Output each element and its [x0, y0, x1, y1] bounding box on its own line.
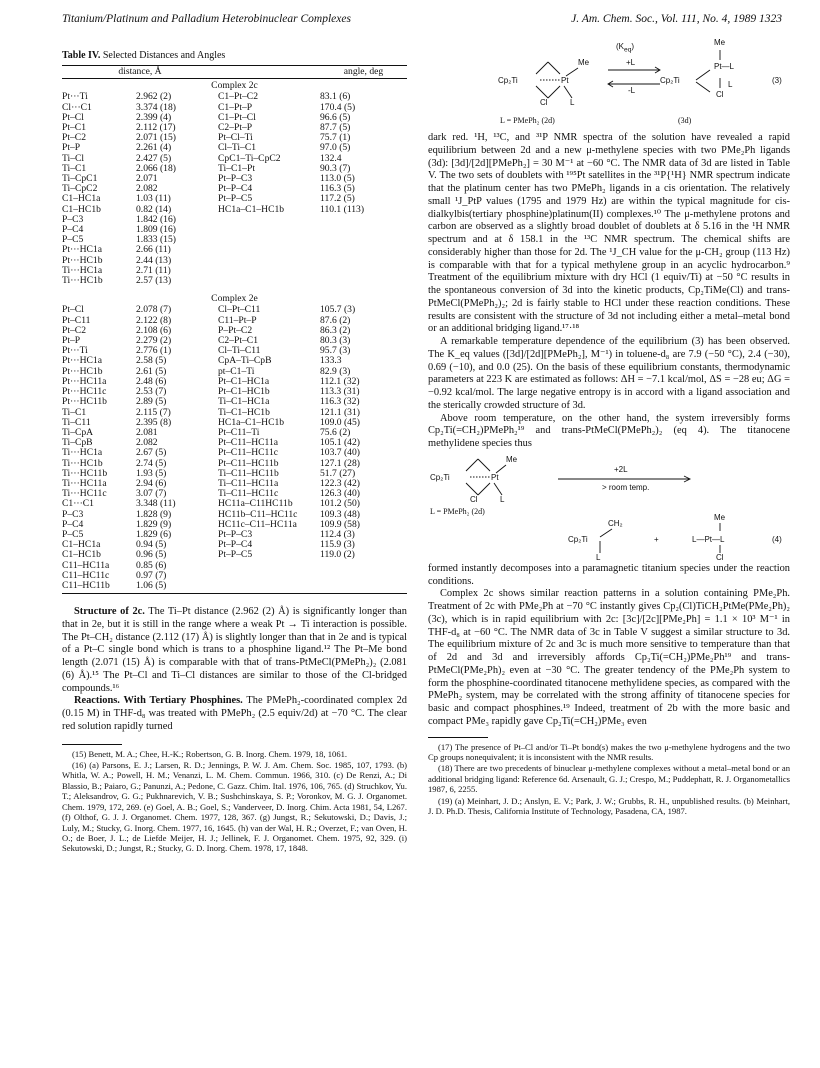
distance-value: 1.809 (16) — [136, 224, 176, 236]
distance-value: 2.078 (7) — [136, 304, 172, 316]
bond-label: Pt–C2 — [62, 132, 86, 144]
product-cp2ti-label: Cp₂Ti — [660, 76, 680, 85]
angle-label: Cl–Pt–C11 — [218, 304, 261, 316]
angle-label: Pt–P–C3 — [218, 173, 253, 185]
distance-value: 2.261 (4) — [136, 142, 172, 154]
bond-label: Ti–C1 — [62, 162, 87, 174]
angle-value — [320, 225, 407, 235]
bond-label: Ti–C1 — [62, 406, 87, 418]
angle-value: 116.3 (5) — [320, 183, 355, 195]
table-caption — [62, 50, 407, 61]
angle-label — [218, 581, 320, 591]
angle-value: 90.3 (7) — [320, 162, 351, 174]
angle-label: C1–Pt–Cl — [218, 111, 256, 123]
angle-label — [218, 561, 320, 571]
bond-label: P–C4 — [62, 518, 84, 530]
table-row — [62, 550, 407, 560]
distance-value: 2.081 — [136, 426, 158, 438]
left-column — [62, 36, 407, 855]
angle-value: 119.0 (2) — [320, 549, 355, 561]
distance-value: 2.962 (2) — [136, 91, 172, 103]
paragraph-room-temperature: Above room temperature, on the other hand, the system irreversibly forms Cp₂Ti(=CH₂)PMePh₂¹⁹ and trans-PtMeCl(PMePh₂)₂ (eq 4). The titanocene methylidene species thus — [428, 412, 790, 449]
paragraph-decomposes: formed instantly decomposes into a paramagnetic titanium species under the reaction conditions. — [428, 562, 790, 587]
table-caption-text: Selected Distances and Angles — [102, 50, 226, 61]
angle-value: 87.6 (2) — [320, 314, 351, 326]
table-row — [62, 561, 407, 571]
angle-label — [218, 256, 320, 266]
angle-label: C1–Pt–C2 — [218, 91, 258, 103]
angle-label: Pt–C11–Ti — [218, 426, 260, 438]
angle-label: Pt–C11–HC11b — [218, 457, 279, 469]
bond-label: C11–HC11c — [62, 569, 110, 581]
running-head-journal: J. Am. Chem. Soc., Vol. 111, No. 4, 1989 1323 — [571, 13, 782, 25]
angle-value — [320, 245, 407, 255]
distance-value: 2.61 (5) — [136, 365, 167, 377]
table-row — [62, 397, 407, 407]
table-row — [62, 245, 407, 255]
bond-label: P–C4 — [62, 224, 84, 236]
bond-label: Pt–Cl — [62, 304, 84, 316]
distance-value: 2.44 (13) — [136, 254, 172, 266]
table-row — [62, 266, 407, 276]
header-angle: angle, deg — [320, 66, 407, 79]
distance-value: 2.122 (8) — [136, 314, 172, 326]
footnote-15: (15) Benett, M. A.; Chee, H.-K.; Robertson, G. B. Inorg. Chem. 1979, 18, 1061. — [72, 748, 348, 759]
compound-3d-label: (3d) — [678, 116, 692, 125]
runin-structure-2c: Structure of 2c. — [74, 606, 145, 618]
angle-label: Pt–C11–HC11a — [218, 437, 279, 449]
table-section-header — [62, 79, 407, 93]
equation-3-scheme — [428, 36, 790, 132]
angle-label: Pt–P–C3 — [218, 528, 253, 540]
distance-value: 2.74 (5) — [136, 457, 167, 469]
right-body-text — [428, 132, 790, 451]
bond-label: Pt···HC11a — [62, 375, 107, 387]
angle-label: Pt–Cl–Ti — [218, 132, 253, 144]
angle-value — [320, 235, 407, 245]
bond-label: Pt–P — [62, 142, 81, 154]
bond-label: C1–HC1b — [62, 549, 101, 561]
angle-value — [320, 256, 407, 266]
methylidene-ch2-label: CH₂ — [608, 518, 623, 528]
distance-value: 2.399 (4) — [136, 111, 172, 123]
paragraph-temperature-dependence: A remarkable temperature dependence of the equilibrium (3) has been observed. The K_eq values ([3d]/[2d][PMePh₂], M⁻¹) in toluene-d₈ are 7.9 (−50 °C), 2.4 (−30), 0.69 (−10), and 0.0 (25). On the basis of these equilibrium constants, thermodynamic parameters at 223 K are estimated as follows: ΔH = −7.1 kcal/mol, ΔS = −28 eu; ΔG = −0.92 kcal/mol. The large negative entropy is in accord with a ligand association and the sterically crowded structure of 3d. — [428, 336, 790, 411]
product-cp2ti-eq4: Cp₂Ti — [568, 534, 588, 544]
minus-l-label: -L — [628, 86, 636, 95]
bond-label: Pt···Ti — [62, 91, 88, 103]
distance-value: 1.829 (9) — [136, 518, 172, 530]
distance-value: 0.82 (14) — [136, 203, 172, 215]
bond-label: Ti–CpB — [62, 437, 93, 449]
table-row — [62, 499, 407, 509]
angle-label: Pt–C1–HC1b — [218, 386, 270, 398]
table-row — [62, 225, 407, 235]
angle-value: 87.7 (5) — [320, 122, 351, 134]
distance-value: 2.94 (6) — [136, 477, 167, 489]
angle-value: 127.1 (28) — [320, 457, 360, 469]
distance-value: 1.842 (16) — [136, 213, 176, 225]
right-column — [428, 36, 790, 817]
angle-label: C1–Pt–P — [218, 101, 253, 113]
angle-label: HC1a–C1–HC1b — [218, 416, 285, 428]
cp2ti-label: Cp₂Ti — [498, 76, 518, 85]
reactant-cp2ti-label: Cp₂Ti — [430, 472, 450, 482]
bond-label: Ti–C11 — [62, 416, 91, 428]
angle-label: Pt–P–C4 — [218, 183, 253, 195]
angle-label: Ti–C11–HC11c — [218, 488, 279, 500]
bond-label: Ti···HC11c — [62, 488, 107, 500]
distance-value: 2.082 — [136, 437, 158, 449]
bond-label: C1–HC1b — [62, 203, 101, 215]
distance-value: 2.112 (17) — [136, 122, 176, 134]
angle-value: 105.7 (3) — [320, 304, 356, 316]
angle-label: C11–Pt–P — [218, 314, 257, 326]
footnote-17: (17) The presence of Pt–Cl and/or Ti–Pt bond(s) makes the two μ-methylene hydrogens and the two Cp groups nonequivalent; it is inconsistent with the NMR results. — [428, 741, 790, 762]
product-cl-label: Cl — [716, 90, 724, 99]
angle-value: 110.1 (113) — [320, 203, 365, 215]
distance-value: 2.279 (2) — [136, 335, 172, 347]
angle-label — [218, 276, 320, 286]
bond-label: Pt···HC1a — [62, 355, 102, 367]
angle-label: CpA–Ti–CpB — [218, 355, 272, 367]
angle-value: 132.4 — [320, 152, 342, 164]
angle-value — [320, 581, 407, 591]
angle-value: 96.6 (5) — [320, 111, 351, 123]
paragraph-structure-2c: The Ti–Pt distance (2.962 (2) Å) is significantly longer than that in 2e, but it is still in the range where a weak Pt → Ti interaction is possible. The Pt–CH₂ distance (2.112 (17) Å) is slightly longer than that in 2e and is typical of a Pt–C single bond which is trans to a phosphine ligand.¹² The Pt–Me bond length (2.071 (15) Å) is comparable with that of trans-PtMeCl(PMePh₂)₂ (2.081 (6) Å).¹⁵ The Pt–Cl and Ti–Cl distances are similar to those of the Cl-bridged compounds.¹⁶ — [62, 606, 407, 694]
reactant-methyl-label: Me — [506, 454, 518, 464]
distance-value: 3.348 (11) — [136, 498, 176, 510]
angle-value — [320, 266, 407, 276]
table-row — [62, 215, 407, 225]
table-row — [62, 448, 407, 458]
angle-value — [320, 571, 407, 581]
distance-value: 2.427 (5) — [136, 152, 172, 164]
room-temp-label: > room temp. — [602, 482, 650, 492]
angle-value: 75.7 (1) — [320, 132, 351, 144]
angle-label: Ti–C1–HC1b — [218, 406, 270, 418]
methyl-label: Me — [578, 58, 590, 67]
l-label: L — [570, 98, 575, 107]
angle-value: 112.1 (32) — [320, 375, 360, 387]
distance-value: 2.48 (6) — [136, 375, 167, 387]
angle-value: 115.9 (3) — [320, 539, 355, 551]
left-footnotes — [62, 744, 407, 854]
angle-label: HC11b–C11–HC11c — [218, 508, 298, 520]
plus-2l-label: +2L — [614, 464, 628, 474]
bond-label: P–C3 — [62, 508, 84, 520]
distance-value: 2.57 (13) — [136, 275, 172, 287]
bond-label: Cl···C1 — [62, 101, 92, 113]
right-footnotes — [428, 737, 790, 817]
bond-label: Pt–P — [62, 335, 81, 347]
angle-value: 126.3 (40) — [320, 488, 360, 500]
distance-value: 0.85 (6) — [136, 559, 167, 571]
table-bottom-rule — [62, 591, 407, 594]
distances-angles-table — [62, 65, 407, 591]
right-body-text-2 — [428, 563, 790, 729]
equation-4-number: (4) — [772, 534, 782, 544]
distance-value: 3.374 (18) — [136, 101, 176, 113]
angle-value: 75.6 (2) — [320, 426, 351, 438]
cl-label: Cl — [540, 98, 548, 107]
distance-value: 1.828 (9) — [136, 508, 172, 520]
angle-value: 170.4 (5) — [320, 101, 356, 113]
angle-label: HC11a–C11HC11b — [218, 498, 293, 510]
ligand-legend-2d-eq4: L = PMePh₂ (2d) — [430, 506, 485, 516]
paragraph-complex-2c: Complex 2c shows similar reaction patterns in a solution containing PMe₂Ph. Treatment of 2c with PMe₂Ph at −70 °C instantly gives Cp₂(Cl)TiCH₂PtMe(PMe₂Ph)₂ (3c), which is in rapid equilibrium with 2c: [3c]/[2c][PMe₂Ph] = 1.1 × 10³ M⁻¹ in THF-d₈ at −60 °C. The NMR data of 3c in Table V suggest a similar structure to 3d. The equilibrium mixture of 2c and 3c is much more sensitive to temperature than that of 2d and 3d and irreversibly affords Cp₂Ti(=CH₂)PMe₂Ph¹⁹ and trans-PtMeCl(PMe₂Ph)₂ even at −30 °C. The greater tendency of the PMe₂Ph system to form the phosphine-coordinated titanocene methylidene species, as compared with the PMePh₂ system, may be correlated with the strong affinity of titanocene species for basic and compact phosphines.¹⁹ Indeed, treatment of 2b with the more basic and compact PMe₃ rapidly gave Cp₂Ti(=CH₂)PMe₃ even — [428, 588, 790, 727]
bond-label: C1···C1 — [62, 498, 94, 510]
angle-value: 51.7 (27) — [320, 467, 356, 479]
angle-label: Cl–Ti–C1 — [218, 142, 257, 154]
bond-label: P–C5 — [62, 234, 84, 246]
distance-value: 2.071 (15) — [136, 132, 176, 144]
bond-label: Pt···HC11c — [62, 386, 107, 398]
angle-label: Ti–C11–HC11a — [218, 477, 279, 489]
distance-value: 0.94 (5) — [136, 539, 167, 551]
equation-3-bonds — [428, 36, 790, 132]
angle-label — [218, 225, 320, 235]
product-l-label: L — [728, 80, 733, 89]
bond-label: C1–HC1a — [62, 193, 101, 205]
angle-value: 97.0 (5) — [320, 142, 351, 154]
distance-value: 2.395 (8) — [136, 416, 172, 428]
angle-value: 80.3 (3) — [320, 335, 351, 347]
angle-label: C2–Pt–C1 — [218, 335, 258, 347]
angle-label: HC11c–C11–HC11a — [218, 518, 297, 530]
table-row — [62, 571, 407, 581]
equation-3-number: (3) — [772, 76, 782, 85]
footnote-16: (16) (a) Parsons, E. J.; Larsen, R. D.; Jennings, P. W. J. Am. Chem. Soc. 1985, 107, 1793. (b) Whitla, W. A.; Powell, H. M.; Venanzi, L. M. Chem. Commun. 1966, 310. (c) De Renzi, A.; Di Blassio, B.; Paiaro, G.; Panunzi, A.; Pedone, C. Gazz. Chim. Ital. 1976, 106, 765. (d) Struchkov, Yu. T.; Aleksandrov, G. G.; Pukhnarevich, V. B.; Sushchinskaya, S. P.; Voronkov, M. G. J. Organomet. Chem. 1979, 172, 269. (e) Goel, A. B.; Goel, S.; Vanderveer, D. Inorg. Chim. Acta 1981, 54, L267. (f) Olthof, G. J. J. Organomet. Chem. 1977, 128, 367. (g) Jungst, R.; Sekutowski, D.; Davis, J.; Luly, M.; Stucky, G. Inorg. Chem. 1977, 16, 1645. (h) van der Wal, H. R.; Overzet, F.; van Oven, H. O.; de Boer, J. L.; de Liefde Meijer, H. J.; Jellinek, F. J. Organomet. Chem. 1975, 92, 329. (i) Sekutowski, D.; Jungst, R.; Stucky, G. D. Inorg. Chem. 1978, 17, 1848. — [62, 760, 407, 854]
bond-label: Pt···Ti — [62, 345, 88, 357]
bond-label: Ti–CpC1 — [62, 173, 98, 185]
angle-value — [320, 276, 407, 286]
plus-l-label: +L — [626, 58, 636, 67]
pt-label: Pt — [561, 76, 569, 85]
bond-label: Ti–CpC2 — [62, 183, 98, 195]
angle-label — [218, 571, 320, 581]
running-head — [62, 13, 782, 29]
angle-value — [320, 561, 407, 571]
angle-label: Pt–P–C5 — [218, 193, 253, 205]
table-row — [62, 581, 407, 591]
ligand-legend-2d: L = PMePh₂ (2d) — [500, 116, 555, 125]
angle-label: Ti–C1–Pt — [218, 162, 255, 174]
running-head-title: Titanium/Platinum and Palladium Heterobinuclear Complexes — [62, 13, 351, 25]
reactant-l-label: L — [500, 494, 505, 504]
product-methyl-eq4: Me — [714, 512, 726, 522]
angle-label — [218, 235, 320, 245]
distance-value: 2.71 (11) — [136, 264, 171, 276]
footnote-18: (18) There are two precedents of binuclear μ-methylene complexes without a metal–metal bond or an additional bridging ligand: Reference 6d. Arsenault, G. J.; Crespo, M.; Puddephatt, R. J. Organometallics 1987, 6, 2255. — [428, 763, 790, 795]
distance-value: 0.97 (7) — [136, 569, 167, 581]
distance-value: 2.776 (1) — [136, 345, 172, 357]
footnote-19: (19) (a) Meinhart, J. D.; Anslyn, E. V.; Park, J. W.; Grubbs, R. H., unpublished results. (b) Meinhart, J. D. Ph.D. Thesis, California Institute of Technology, Pasadena, CA, 1987. — [428, 795, 790, 816]
distance-value: 2.108 (6) — [136, 324, 172, 336]
table-row — [62, 235, 407, 245]
angle-value: 82.9 (3) — [320, 365, 351, 377]
product-methyl-label: Me — [714, 38, 726, 47]
angle-value — [320, 215, 407, 225]
angle-value: 121.1 (31) — [320, 406, 360, 418]
distance-value: 2.066 (18) — [136, 162, 176, 174]
angle-value: 113.3 (31) — [320, 386, 360, 398]
distance-value: 2.53 (7) — [136, 386, 167, 398]
angle-value: 122.3 (42) — [320, 477, 360, 489]
bond-label: C11–HC11a — [62, 559, 110, 571]
bond-label: Ti···HC11a — [62, 477, 107, 489]
angle-label: CpC1–Ti–CpC2 — [218, 152, 281, 164]
angle-value: 83.1 (6) — [320, 91, 351, 103]
angle-label: P–Pt–C2 — [218, 324, 253, 336]
distance-value: 1.03 (11) — [136, 193, 171, 205]
angle-value: 86.3 (2) — [320, 324, 351, 336]
section-title: Complex 2c — [211, 80, 258, 92]
distance-value: 2.082 — [136, 183, 158, 195]
angle-label: pt–C1–Ti — [218, 365, 255, 377]
angle-label: Pt–C11–HC11c — [218, 447, 279, 459]
distance-value: 3.07 (7) — [136, 488, 167, 500]
angle-value: 109.9 (58) — [320, 518, 360, 530]
distance-value: 1.833 (15) — [136, 234, 176, 246]
bond-label: P–C5 — [62, 528, 84, 540]
angle-label: C2–Pt–P — [218, 122, 253, 134]
angle-value: 101.2 (50) — [320, 498, 360, 510]
angle-label — [218, 266, 320, 276]
header-distance: distance, Å — [62, 66, 218, 79]
bond-label: Pt–C2 — [62, 324, 86, 336]
bond-label: Pt–C11 — [62, 314, 91, 326]
product-l-eq4: L — [596, 552, 601, 562]
distance-value: 2.58 (5) — [136, 355, 167, 367]
angle-value: 113.0 (5) — [320, 173, 355, 185]
angle-value: 133.3 — [320, 355, 342, 367]
angle-value: 95.7 (3) — [320, 345, 351, 357]
angle-value: 116.3 (32) — [320, 396, 360, 408]
distance-value: 2.89 (5) — [136, 396, 167, 408]
distance-value: 2.115 (7) — [136, 406, 171, 418]
bond-label: Ti–CpA — [62, 426, 94, 438]
angle-label: Cl–Ti–C11 — [218, 345, 261, 357]
angle-value: 112.4 (3) — [320, 528, 355, 540]
runin-reactions: Reactions. With Tertiary Phosphines. — [74, 695, 243, 707]
left-body-text — [62, 606, 407, 734]
table-row — [62, 276, 407, 286]
angle-label — [218, 245, 320, 255]
angle-label — [218, 215, 320, 225]
angle-label: Pt–P–C5 — [218, 549, 253, 561]
bond-label: Pt–Cl — [62, 111, 84, 123]
angle-value: 109.0 (45) — [320, 416, 360, 428]
paragraph-reactions: The PMePh₂-coordinated complex 2d (0.15 M) in THF-d₈ was treated with PMePh₂ (2.5 equiv/2d) at −70 °C. The clear red solution rapidly turned — [62, 695, 407, 732]
bond-label: Pt–C1 — [62, 122, 86, 134]
bond-label: Pt···HC1b — [62, 254, 103, 266]
table-caption-label: Table IV. — [62, 50, 101, 61]
keq-label: $(K_{eq})$ — [616, 42, 635, 54]
product-cl-eq4: Cl — [716, 552, 724, 562]
distance-value: 2.66 (11) — [136, 244, 171, 256]
angle-value: 109.3 (48) — [320, 508, 360, 520]
reactant-cl-label: Cl — [470, 494, 478, 504]
angle-value: 103.7 (40) — [320, 447, 360, 459]
bond-label: C1–HC1a — [62, 539, 101, 551]
bond-label: P–C3 — [62, 213, 84, 225]
bond-label: Pt···HC11b — [62, 396, 107, 408]
angle-label: HC1a–C1–HC1b — [218, 203, 285, 215]
distance-value: 1.93 (5) — [136, 467, 167, 479]
paragraph-dark-red: dark red. ¹H, ¹³C, and ³¹P NMR spectra of the solution have revealed a rapid equilibrium between 2d and a new μ-methylene species with two PMe₂Ph ligands (3d): [3d]/[2d][PMePh₂] = 30 M⁻¹ at −60 °C. The NMR data of 3d are listed in Table V. The two sets of doublets with ¹⁹⁵Pt satellites in the ³¹P{¹H} NMR spectrum indicate that the platinum center has two PMePh₂ ligands in a cis orientation. The relatively small ¹J_PtP values (1795 and 1979 Hz) are within the typical magnitude for cis-dialkylbis(tertiary phosphine)platinum(II) complexes.¹⁰ The μ-methylene protons and carbon are observed as a slightly broad doublet of doublets at δ 5.16 in the ¹H NMR spectrum and at δ 158.1 in the ¹³C NMR spectrum. The chemical shifts are considerably higher than those for 2d. The ¹J_CH value for the μ-CH₂ group (113 Hz) is comparable with that for a typical methylene group in an acyclic hydrocarbon.⁹ Treatment of the equilibrium mixture with dry HCl (1 equiv/Ti) at −50 °C results in the spontaneous conversion of 3d into the kinetic products, Cp₂TiMe(Cl) and trans-PtMeCl(PMePh₂)₂; 2d is fairly stable to HCl under these reaction conditions. These results are consistent with the structure of 3d not including either a metal–metal bond or an additional bridging ligand.¹⁷·¹⁸ — [428, 132, 790, 335]
distance-value: 2.67 (5) — [136, 447, 167, 459]
bond-label: Ti–Cl — [62, 152, 85, 164]
angle-label: Ti–C1–HC1a — [218, 396, 270, 408]
product-pt-l-label: Pt—L — [714, 62, 735, 71]
distance-value: 2.071 — [136, 173, 158, 185]
angle-label: Ti–C11–HC11b — [218, 467, 279, 479]
angle-value: 105.1 (42) — [320, 437, 360, 449]
product-l-pt-l: L—Pt—L — [692, 534, 725, 544]
table-row — [62, 205, 407, 215]
angle-label: Pt–P–C4 — [218, 539, 253, 551]
bond-label: Ti···HC11b — [62, 467, 108, 479]
bond-label: Ti···HC1b — [62, 457, 103, 469]
bond-label: Ti···HC1b — [62, 275, 103, 287]
bond-label: Ti···HC1a — [62, 447, 103, 459]
equation-4-scheme — [428, 451, 790, 563]
angle-value: 117.2 (5) — [320, 193, 355, 205]
section-title: Complex 2e — [211, 293, 258, 305]
angle-label: Pt–C1–HC1a — [218, 375, 270, 387]
reactant-pt-label: Pt — [491, 472, 499, 482]
distance-value: 1.06 (5) — [136, 579, 167, 591]
distance-value: 1.829 (6) — [136, 528, 172, 540]
plus-sign: + — [654, 534, 659, 544]
bond-label: Ti···HC1a — [62, 264, 103, 276]
distance-value: 0.96 (5) — [136, 549, 167, 561]
bond-label: Pt···HC1b — [62, 365, 103, 377]
bond-label: Pt···HC1a — [62, 244, 102, 256]
bond-label: C11–HC11b — [62, 579, 110, 591]
table-row — [62, 256, 407, 266]
